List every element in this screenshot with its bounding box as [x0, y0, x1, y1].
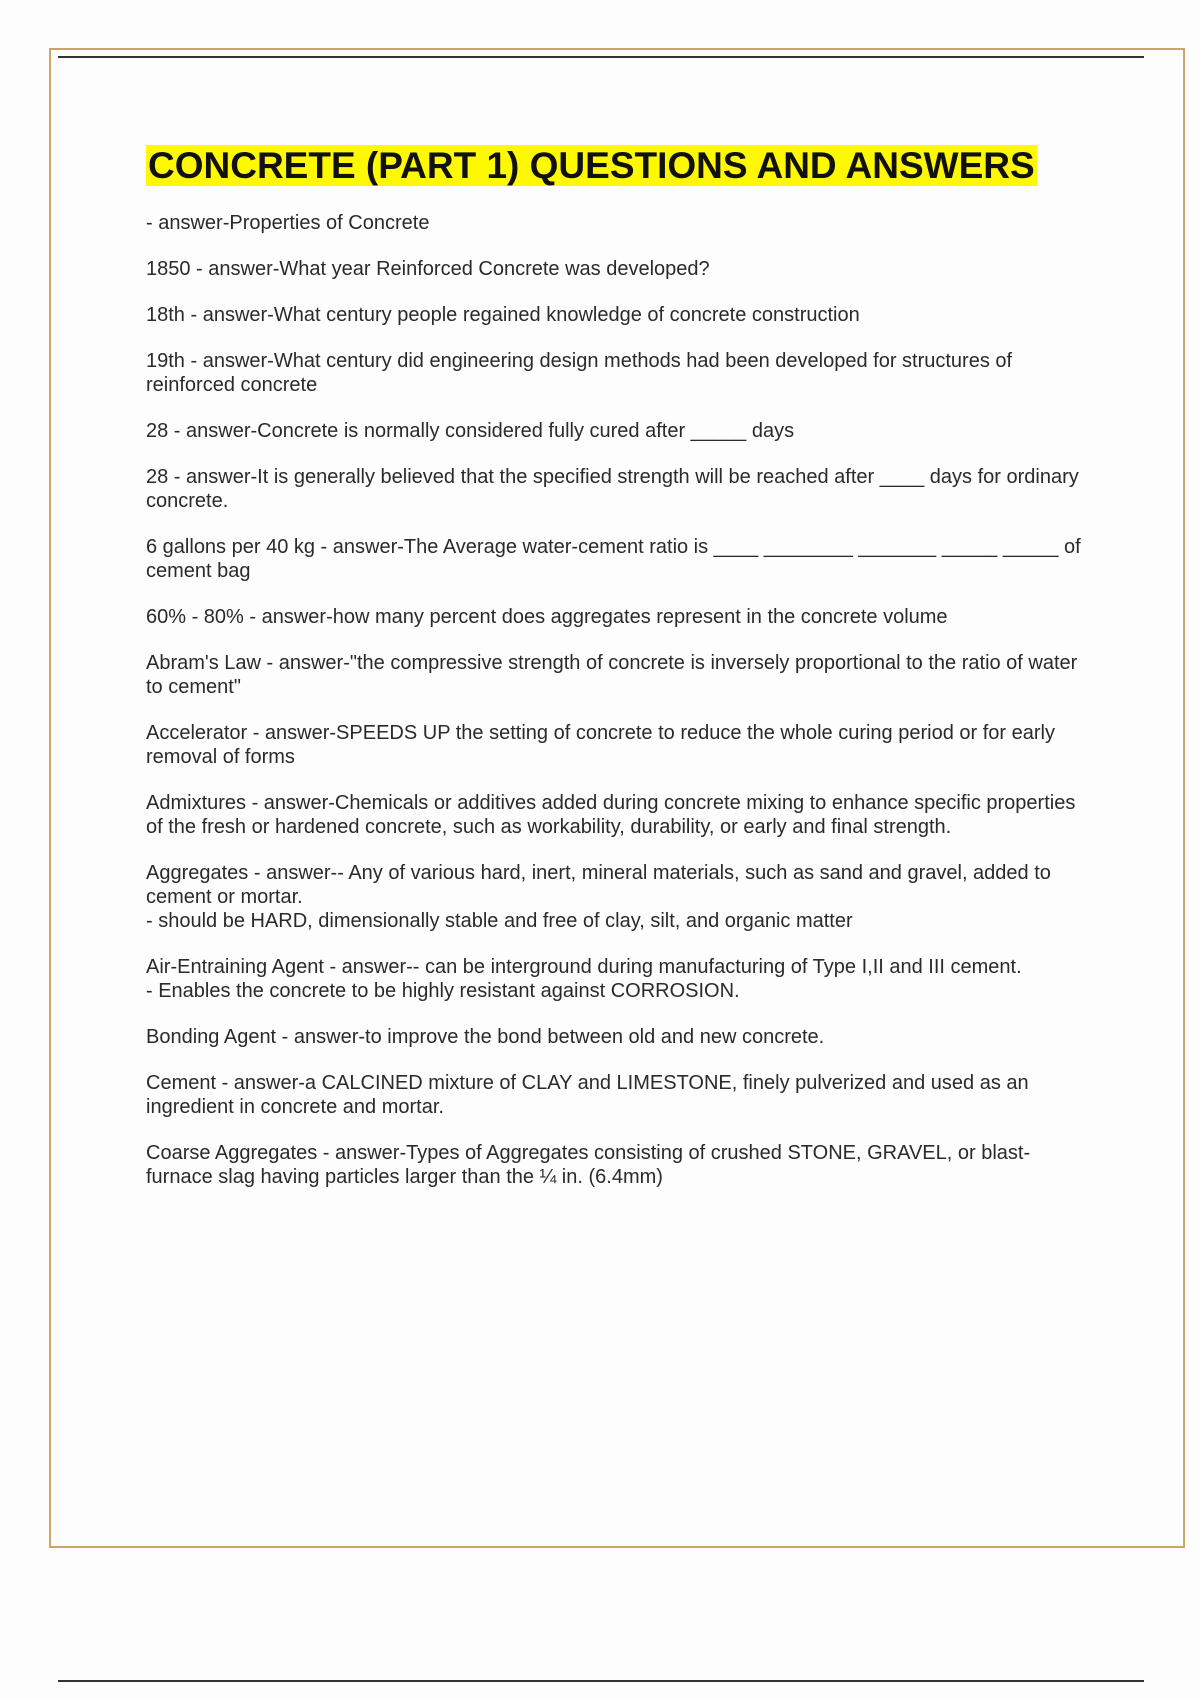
qa-entry: Abram's Law - answer-"the compressive strength of concrete is inversely proportional to the ratio of water to cement" [146, 652, 1078, 698]
qa-entry: 28 - answer-Concrete is normally considered fully cured after _____ days [146, 420, 795, 442]
qa-entry: 60% - 80% - answer-how many percent does aggregates represent in the concrete volume [146, 606, 948, 628]
qa-entry: 19th - answer-What century did engineering design methods had been developed for structures of reinforced concrete [146, 350, 1013, 396]
qa-entry: Air-Entraining Agent - answer-- can be interground during manufacturing of Type I,II and III cement. - Enables the concrete to be highly resistant against CORROSION. [146, 956, 1022, 1002]
qa-entry: 18th - answer-What century people regained knowledge of concrete construction [146, 304, 860, 326]
qa-entry: 28 - answer-It is generally believed that the specified strength will be reached after ____ days for ordinary concrete. [146, 466, 1079, 512]
document-title-highlight: CONCRETE (PART 1) QUESTIONS AND ANSWERS [148, 145, 1035, 186]
bottom-rule [58, 1680, 1144, 1682]
qa-entry: Accelerator - answer-SPEEDS UP the setting of concrete to reduce the whole curing period or for early removal of forms [146, 722, 1055, 768]
qa-entry: Coarse Aggregates - answer-Types of Aggregates consisting of crushed STONE, GRAVEL, or blast-furnace slag having particles larger than the ¼ in. (6.4mm) [146, 1142, 1031, 1188]
qa-entry: Bonding Agent - answer-to improve the bond between old and new concrete. [146, 1026, 825, 1048]
qa-entry: 1850 - answer-What year Reinforced Concrete was developed? [146, 258, 710, 280]
qa-entry: 6 gallons per 40 kg - answer-The Average water-cement ratio is ____ ________ _______ _____ _____ of cement bag [146, 536, 1081, 582]
top-rule [58, 56, 1144, 58]
qa-entry: Admixtures - answer-Chemicals or additives added during concrete mixing to enhance specific properties of the fresh or hardened concrete, such as workability, durability, or early and final strength. [146, 792, 1076, 838]
qa-entry: - answer-Properties of Concrete [146, 212, 430, 234]
qa-entry: Aggregates - answer-- Any of various hard, inert, mineral materials, such as sand and gravel, added to cement or mortar. - should be HARD, dimensionally stable and free of clay, silt, and organic matter [146, 862, 1051, 932]
document-title [146, 142, 1086, 189]
qa-entry: Cement - answer-a CALCINED mixture of CLAY and LIMESTONE, finely pulverized and used as an ingredient in concrete and mortar. [146, 1072, 1029, 1118]
document-content [146, 142, 1086, 1211]
